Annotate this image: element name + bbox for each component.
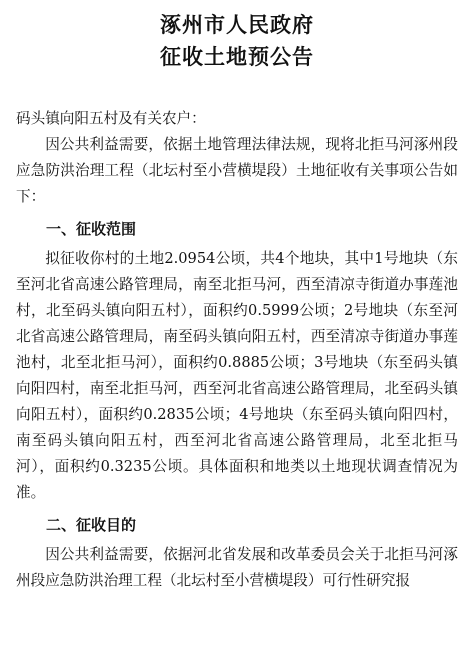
announcement-page bbox=[0, 10, 474, 651]
announcement-title: 征收土地预公告 bbox=[160, 45, 314, 69]
issuer-title: 涿州市人民政府 bbox=[160, 13, 314, 37]
section-body-purpose: 因公共利益需要，依据河北省发展和改革委员会关于北拒马河涿州段应急防洪治理工程（北坛村至小营横堤段）可行性研究报 bbox=[16, 546, 458, 589]
section-heading-purpose: 二、征收目的 bbox=[46, 516, 137, 534]
section-heading-scope: 一、征收范围 bbox=[46, 220, 137, 238]
salutation: 码头镇向阳五村及有关农户： bbox=[16, 110, 206, 127]
intro-paragraph: 因公共利益需要，依据土地管理法律法规，现将北拒马河涿州段应急防洪治理工程（北坛村至小营横堤段）土地征收有关事项公告如下： bbox=[16, 136, 458, 205]
section-body-scope: 拟征收你村的土地2.0954公顷，共4个地块，其中1号地块（东至河北省高速公路管理局，南至北拒马河，西至清凉寺街道办事莲池村，北至码头镇向阳五村），面积约0.5999公顷；2号地块（东至河北省高速公路管理局，南至码头镇向阳五村，西至清凉寺街道办事莲池村，北至北拒马河），面积约0.8885公顷；3号地块（东至码头镇向阳四村，南至北拒马河，西至河北省高速公路管理局，北至码头镇向阳五村），面积约0.2835公顷；4号地块（东至码头镇向阳四村，南至码头镇向阳五村，西至河北省高速公路管理局，北至北拒马河），面积约0.3235公顷。具体面积和地类以土地现状调查情况为准。 bbox=[16, 250, 458, 501]
